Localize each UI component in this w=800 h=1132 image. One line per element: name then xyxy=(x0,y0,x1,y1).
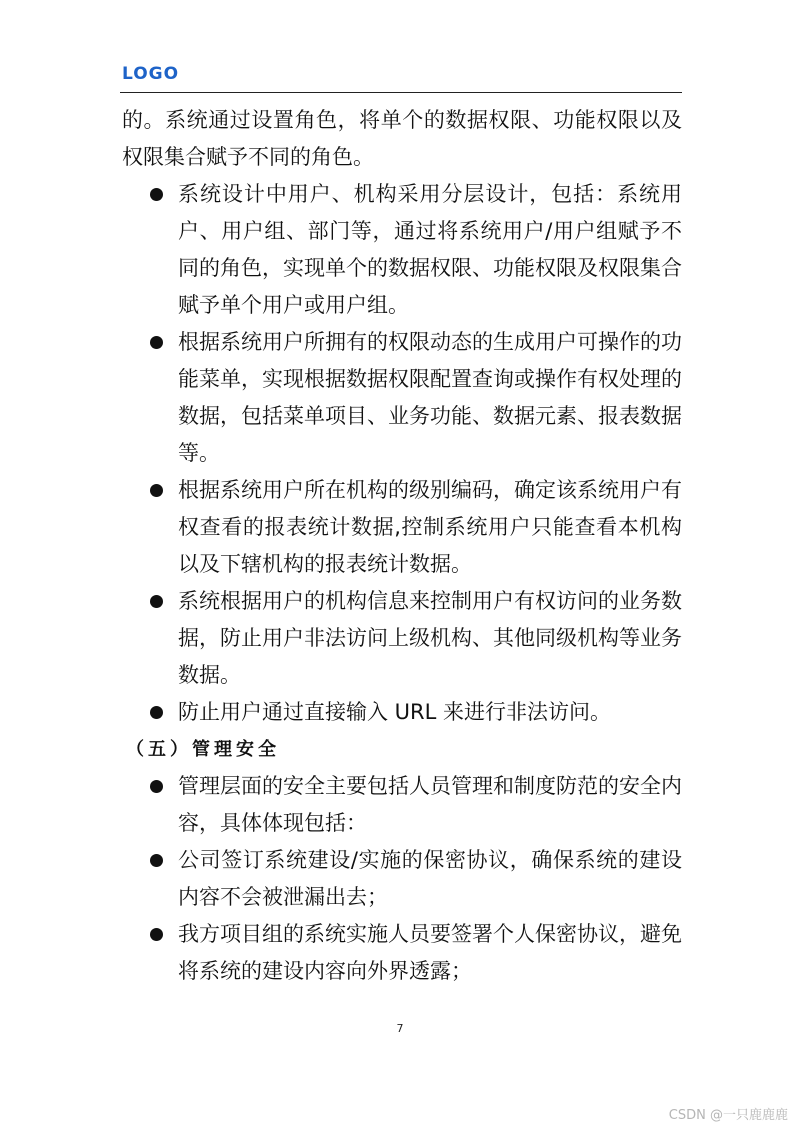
watermark: CSDN @一只鹿鹿鹿 xyxy=(668,1108,788,1123)
list-item xyxy=(122,176,682,324)
page-number: 7 xyxy=(396,1022,404,1035)
bullet-icon xyxy=(150,595,163,608)
header-logo: LOGO xyxy=(122,64,180,84)
list-item xyxy=(122,472,682,583)
bullet-icon xyxy=(150,484,163,497)
bullet-icon xyxy=(150,706,163,719)
bullet-icon xyxy=(150,928,163,941)
list-item-text: 根据系统用户所拥有的权限动态的生成用户可操作的功能菜单，实现根据数据权限配置查询或操作有权处理的数据，包括菜单项目、业务功能、数据元素、报表数据等。 xyxy=(178,330,682,465)
bullet-icon xyxy=(150,336,163,349)
list-item xyxy=(122,768,682,842)
section-heading: （五）管理安全 xyxy=(126,739,280,760)
list-item xyxy=(122,583,682,694)
list-item-text: 我方项目组的系统实施人员要签署个人保密协议，避免将系统的建设内容向外界透露； xyxy=(178,922,682,983)
list-item-text: 系统设计中用户、机构采用分层设计，包括：系统用户、用户组、部门等，通过将系统用户/用户组赋予不同的角色，实现单个的数据权限、功能权限及权限集合赋予单个用户或用户组。 xyxy=(178,182,682,317)
list-item-text: 防止用户通过直接输入 URL 来进行非法访问。 xyxy=(178,700,612,724)
bullet-list-access-control xyxy=(122,176,682,731)
bullet-icon xyxy=(150,780,163,793)
list-item-text: 系统根据用户的机构信息来控制用户有权访问的业务数据，防止用户非法访问上级机构、其他同级机构等业务数据。 xyxy=(178,589,682,687)
intro-paragraph: 的。系统通过设置角色，将单个的数据权限、功能权限以及权限集合赋予不同的角色。 xyxy=(122,108,682,169)
list-item xyxy=(122,916,682,990)
list-item-text: 公司签订系统建设/实施的保密协议，确保系统的建设内容不会被泄漏出去； xyxy=(178,848,682,909)
bullet-icon xyxy=(150,188,163,201)
bullet-icon xyxy=(150,854,163,867)
document-body xyxy=(122,102,682,990)
list-item xyxy=(122,694,682,731)
list-item-text: 管理层面的安全主要包括人员管理和制度防范的安全内容，具体体现包括： xyxy=(178,774,682,835)
header-divider xyxy=(120,92,682,93)
list-item-text: 根据系统用户所在机构的级别编码，确定该系统用户有权查看的报表统计数据,控制系统用户只能查看本机构以及下辖机构的报表统计数据。 xyxy=(178,478,682,576)
list-item xyxy=(122,324,682,472)
bullet-list-management-security xyxy=(122,768,682,990)
list-item xyxy=(122,842,682,916)
